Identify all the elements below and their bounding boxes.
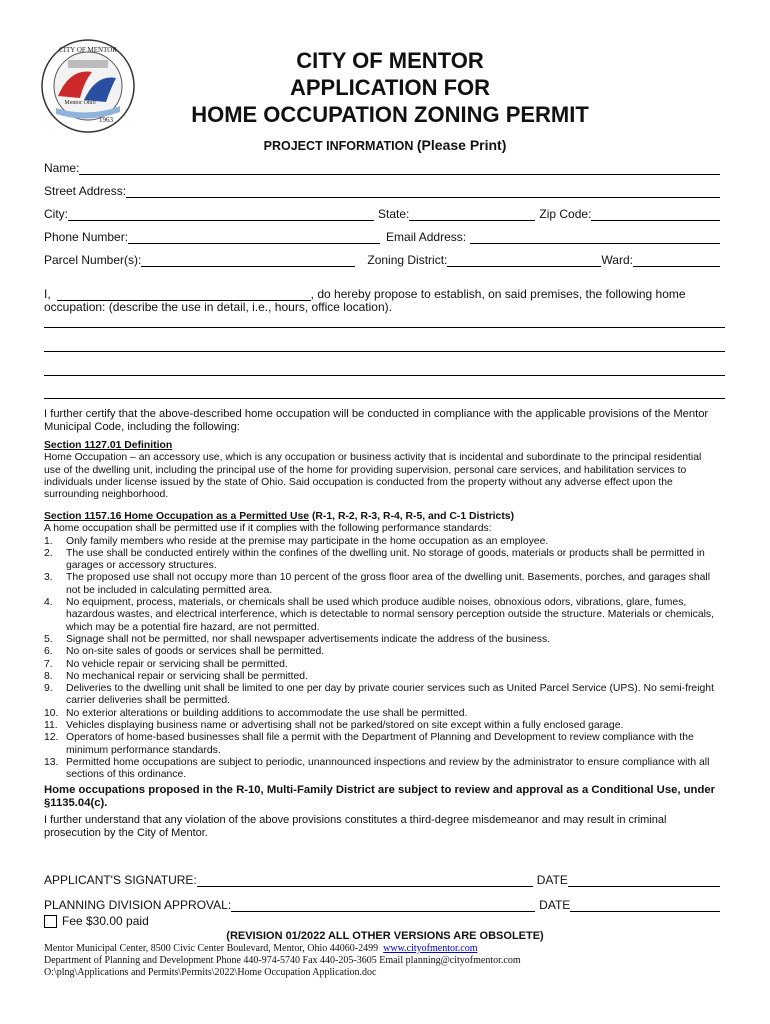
proposal-prefix: I, [44,287,51,301]
description-line-4[interactable] [44,398,725,399]
name-field[interactable] [79,161,720,175]
standard-item [44,634,720,646]
footer-file-path: O:\plng\Applications and Permits\Permits\2022\Home Occupation Application.doc [44,967,377,978]
standard-text: Vehicles displaying business name or advertising shall not be parked/stored on site except within a fully enclosed garage. [66,720,624,732]
section-1127-body: Home Occupation – an accessory use, which is any occupation or business activity that is incidental and subordinate to the principal residential use of the dwelling unit, including the principal use of the home for providing supervision, personal care services, and habilitation services to individuals under license issued by the state of Ohio. Said occupation is conducted from the property without any adverse effect upon the surrounding neighborhood. [44,452,702,501]
footer [44,943,521,979]
zoning-label: Zoning District: [367,253,448,267]
standard-number: 5. [44,633,53,645]
name-row [44,159,720,175]
standard-number: 4. [44,597,53,609]
standard-text: The proposed use shall not occupy more than 10 percent of the gross floor area of the dwelling unit. Basements, porches, and garages shall not be included in calculating permitted area. [66,572,711,596]
proposal-row [44,285,720,301]
standard-number: 11. [44,720,58,732]
applicant-signature-field[interactable] [197,873,533,887]
standard-text: No on-site sales of goods or services shall be permitted. [66,646,325,658]
applicant-signature-label: APPLICANT'S SIGNATURE: [44,873,197,887]
city-state-zip-row [44,205,720,221]
planning-date-label: DATE [539,898,571,912]
standard-number: 6. [44,646,53,658]
section-1127-title: Section 1127.01 Definition [44,440,173,451]
standard-item [44,536,720,548]
standard-item [44,646,720,658]
seal-top-text: CITY OF MENTOR [59,46,117,54]
project-information-heading: PROJECT INFORMATION (Please Print) [263,137,507,153]
section-1157-title: Section 1157.16 Home Occupation as a Permitted Use [44,511,310,522]
standard-number: 10. [44,707,59,719]
standard-item [44,548,720,573]
fee-row [44,912,720,928]
state-label: State: [378,207,410,221]
standard-number: 12. [44,732,59,744]
ward-field[interactable] [633,253,720,267]
standard-text: Deliveries to the dwelling unit shall be limited to one per day by private courier services such as United Parcel Service (UPS). No semi-freight carrier deliveries shall be permitted. [66,683,714,707]
applicant-signature-row [44,871,720,887]
section-1157-intro: A home occupation shall be permitted use if it complies with the following performance standards: [44,523,492,535]
footer-address: Mentor Municipal Center, 8500 Civic Center Boulevard, Mentor, Ohio 44060-2499 [44,943,379,954]
name-label: Name: [44,161,80,175]
phone-field[interactable] [128,230,380,244]
street-row [44,182,720,198]
street-field[interactable] [126,184,720,198]
performance-standards-list [44,536,720,782]
planning-date-field[interactable] [570,898,720,912]
standard-text: No exterior alterations or building additions to accommodate the use shall be permitted. [66,707,468,719]
parcel-label: Parcel Number(s): [44,253,142,267]
planning-approval-label: PLANNING DIVISION APPROVAL: [44,898,232,912]
page-title [150,47,630,128]
standard-text: No mechanical repair or servicing shall be permitted. [66,670,308,682]
parcel-field[interactable] [141,253,355,267]
zoning-field[interactable] [447,253,601,267]
city-label: City: [44,207,68,221]
state-field[interactable] [409,207,535,221]
standard-text: Signage shall not be permitted, nor shall newspaper advertisements indicate the address of the business. [66,633,551,645]
standard-text: Permitted home occupations are subject to periodic, unannounced inspections and review by the administrator to ensure compliance with all sections of this ordinance. [66,756,710,781]
revision-note: (REVISION 01/2022 ALL OTHER VERSIONS ARE OBSOLETE) [226,930,544,942]
standard-text: Only family members who reside at the premise may participate in the home occupation as an employee. [66,535,549,547]
description-line-3[interactable] [44,375,725,376]
standard-item [44,732,720,757]
title-line-1: CITY OF MENTOR [296,48,484,73]
standard-text: No vehicle repair or servicing shall be permitted. [66,658,288,670]
standard-item [44,757,720,782]
standard-text: Operators of home-based businesses shall file a permit with the Department of Planning and Development to review compliance with the minimum performance standards. [66,732,694,756]
phone-label: Phone Number: [44,230,129,244]
standard-item [44,720,720,732]
title-line-2: APPLICATION FOR [289,75,491,100]
standard-number: 13. [44,756,59,768]
parcel-zoning-ward-row [44,251,720,267]
standard-item [44,683,720,708]
standard-item [44,597,720,634]
violation-paragraph: I further understand that any violation of the above provisions constitutes a third-degree misdemeanor and may result in criminal prosecution by the City of Mentor. [44,813,667,839]
standard-item [44,572,720,597]
section-1157 [44,511,720,840]
city-seal-logo [40,38,136,134]
ward-label: Ward: [601,253,633,267]
zip-field[interactable] [591,207,720,221]
standard-text: No equipment, process, materials, or chemicals shall be used which produce audible noises, obnoxious odors, vibrations, glare, fumes, hazardous wastes, and electrical interference, which is detectable to normal sensory perception outside the structure. Materials or chemicals, which may be a potential fire hazard, are not permitted. [66,597,714,633]
description-line-2[interactable] [44,351,725,352]
standard-item [44,708,720,720]
applicant-date-label: DATE [536,873,568,887]
email-label: Email Address: [386,230,467,244]
email-field[interactable] [470,230,720,244]
section-1127 [44,440,720,501]
city-field[interactable] [68,207,374,221]
proposal-line-2: occupation: (describe the use in detail, i.e., hours, office location). [44,300,392,314]
standard-number: 1. [44,535,53,547]
standard-number: 7. [44,658,53,670]
standard-text: The use shall be conducted entirely within the confines of the dwelling unit. No storage of goods, materials or products shall be permitted in garages or accessory structures. [66,547,705,572]
zip-label: Zip Code: [539,207,592,221]
section-1157-districts: (R-1, R-2, R-3, R-4, R-5, and C-1 Districts) [309,511,515,522]
fee-paid-checkbox[interactable] [44,915,57,928]
website-link[interactable]: www.cityofmentor.com [383,943,478,954]
applicant-name-field[interactable] [57,287,311,301]
street-label: Street Address: [44,184,127,198]
standard-item [44,671,720,683]
standard-number: 9. [44,683,53,695]
proposal-suffix: , do hereby propose to establish, on said premises, the following home [310,287,686,301]
title-line-3: HOME OCCUPATION ZONING PERMIT [191,102,589,127]
description-line-1[interactable] [44,327,725,328]
phone-email-row [44,228,720,244]
applicant-date-field[interactable] [568,873,720,887]
planning-approval-field[interactable] [231,898,535,912]
planning-approval-row [44,896,720,912]
seal-bottom-text: Mentor Ohio [64,100,96,106]
standard-number: 8. [44,670,53,682]
r10-note: Home occupations proposed in the R-10, Multi-Family District are subject to review and approval as a Conditional Use, under §1135.04(c). [44,783,716,809]
footer-contact: Department of Planning and Development Phone 440-974-5740 Fax 440-205-3605 Email planning@cityofmentor.com [44,955,521,966]
certify-paragraph: I further certify that the above-described home occupation will be conducted in compliance with the applicable provisions of the Mentor Municipal Code, including the following: [44,408,709,433]
standard-number: 2. [44,547,53,559]
standard-number: 3. [44,572,53,584]
seal-year: 1963 [99,116,113,124]
fee-label: Fee $30.00 paid [62,914,149,928]
standard-item [44,659,720,671]
